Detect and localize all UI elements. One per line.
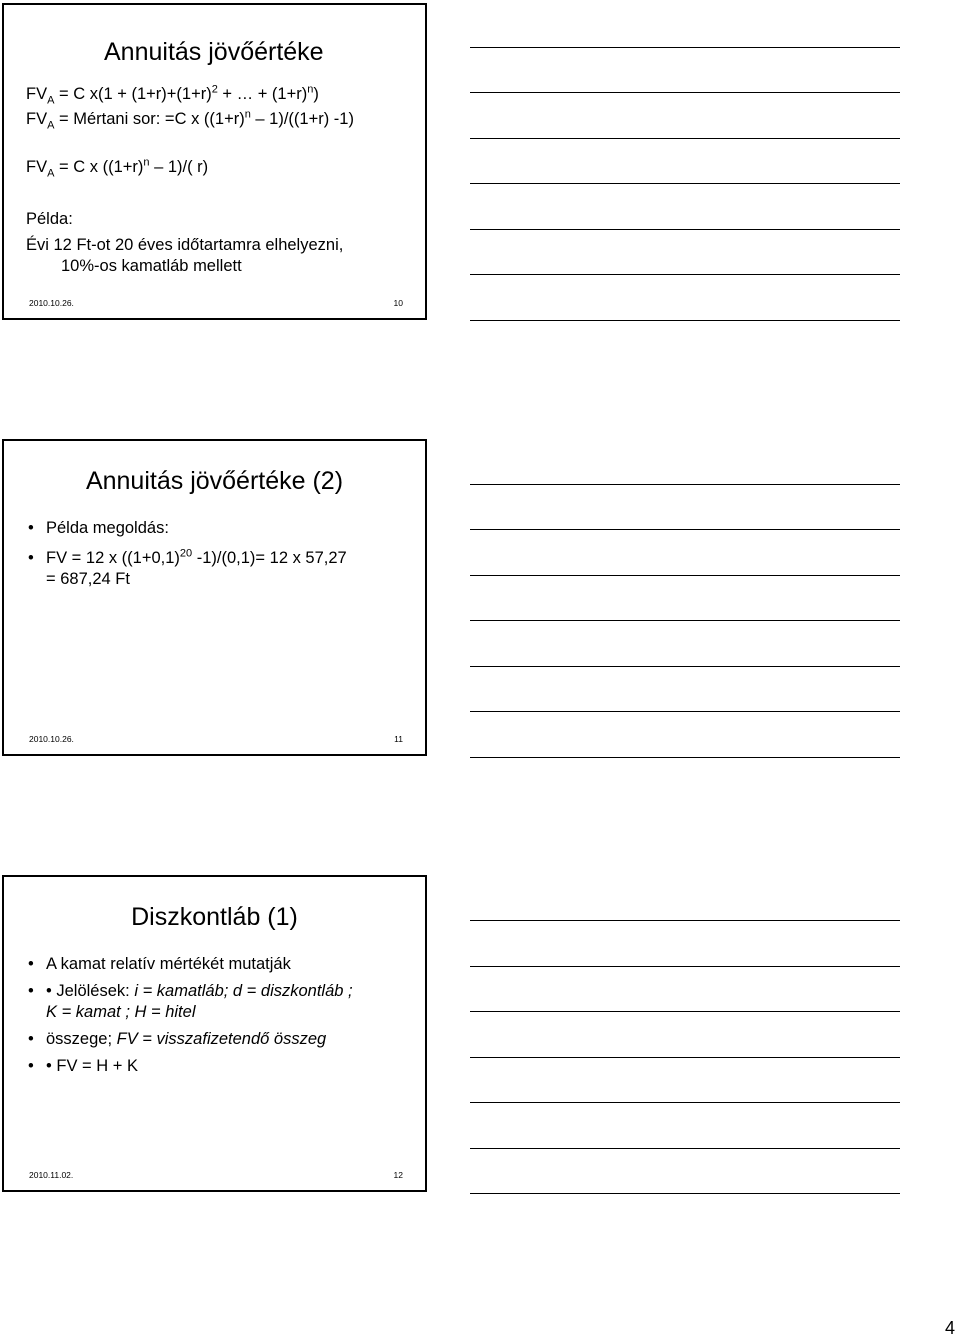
page-number: 4 [945,1318,956,1338]
note-line [470,274,900,275]
note-line [470,1193,900,1194]
note-line [470,484,900,485]
note-line [470,183,900,184]
note-line [470,320,900,321]
note-line [470,138,900,139]
note-line [470,92,900,93]
slide-number: 12 [393,1170,403,1180]
formula-line-1: $FV_A = C$ $x(1 + (1+r)+(1+r)^2$ + … + $(1+r)^n$) [26,83,319,107]
bullet-item: • Példa megoldás: [26,518,419,539]
note-line [470,711,900,712]
note-line [470,575,900,576]
slide-number: 10 [393,298,403,308]
example-text-2: 10%-os kamatláb mellett [61,257,242,275]
note-line [470,1148,900,1149]
slide-date: 2010.10.26. [29,298,74,308]
note-line [470,966,900,967]
formula-line-2: $FV_A$ = Mértani sor: =C x $((1+r)^n - 1)/((1+r)$ -1) [26,108,354,132]
note-line [470,920,900,921]
formula-line-3: $FV_A = C$ x $((1+r)^n - 1)/$( r) [26,156,209,180]
bullet-item: • összege; FV = visszafizetendő összeg [26,1029,419,1050]
note-line [470,620,900,621]
bullet-item: • A kamat relatív mértékét mutatják [26,954,419,975]
slide-3 [2,875,427,1192]
note-line [470,757,900,758]
bullet-item: • • Jelölések: i = kamatláb; d = diszkontláb ; K = kamat ; H = hitel [26,981,419,1023]
slide-number: 11 [394,734,403,744]
note-line [470,666,900,667]
slide-1 [2,3,427,320]
slide-date: 2010.11.02. [29,1170,74,1180]
slide-title: Annuitás jövőértéke [104,38,324,66]
note-line [470,1011,900,1012]
bullet-list [26,518,419,599]
example-text-1: Évi 12 Ft-ot 20 éves időtartamra elhelyezni, [26,236,344,254]
slide-title: Diszkontláb (1) [131,903,298,931]
slide-date: 2010.10.26. [29,734,74,744]
bullet-item: • FV = 12 x ($(1+0,1)^{20}$ -1)/(0,1)= 12 x 57,27 = 687,24 Ft [26,548,419,590]
slide-title: Annuitás jövőértéke (2) [85,467,344,495]
example-heading: Példa: [26,210,73,228]
bullet-list [26,954,419,1086]
note-line [470,229,900,230]
slide-2 [2,439,427,756]
note-line [470,47,900,48]
note-line [470,1102,900,1103]
note-line [470,1057,900,1058]
bullet-item: • • FV = H + K [26,1056,419,1077]
note-line [470,529,900,530]
